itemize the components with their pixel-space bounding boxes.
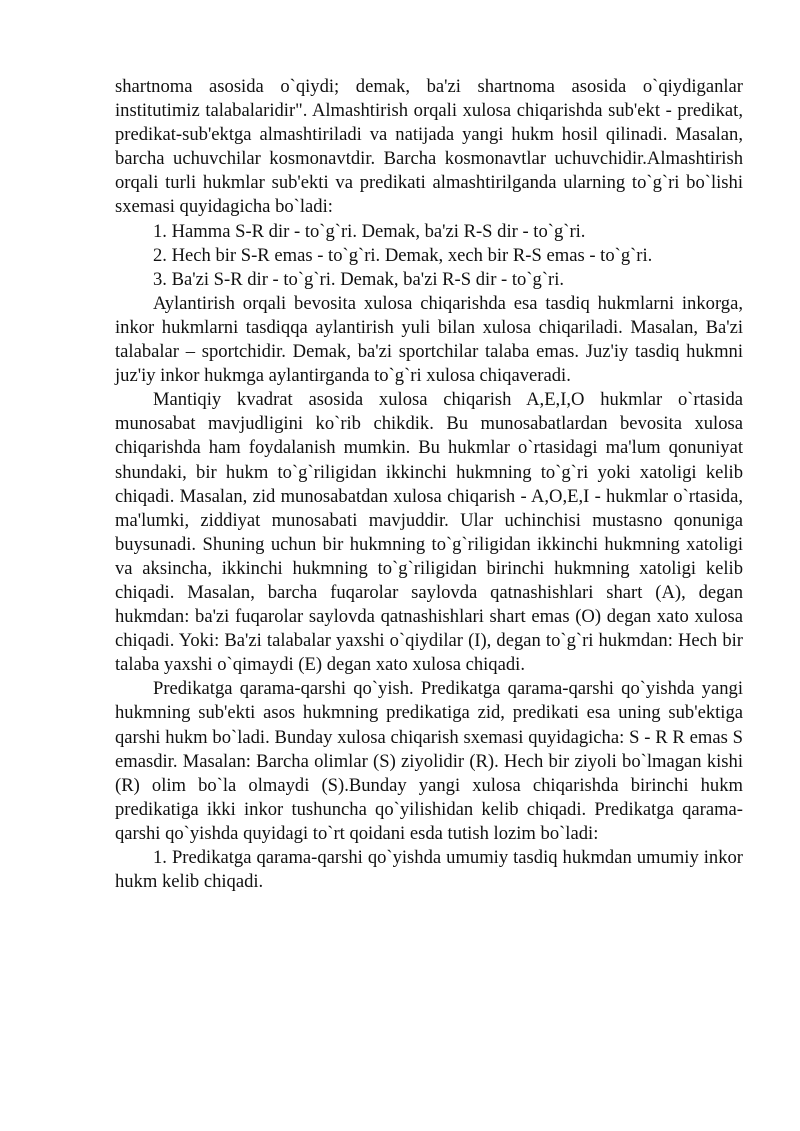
list-item-1: 1. Hamma S-R dir - to`g`ri. Demak, ba'zi R-S dir - to`g`ri. <box>153 220 586 242</box>
list-item-2: 2. Hech bir S-R emas - to`g`ri. Demak, xech bir R-S emas - to`g`ri. <box>153 244 653 266</box>
paragraph-aylantirish: Aylantirish orqali bevosita xulosa chiqarishda esa tasdiq hukmlarni inkorga, inkor hukmlarni tasdiqqa aylantirish yuli bilan xulosa chiqariladi. Masalan, Ba'zi talabalar – sportchidir. Demak, ba'zi sportchilar talaba emas. Juz'iy tasdiq hukmni juz'iy inkor hukmga aylantirganda to`g`ri xulosa chiqaveradi. <box>115 292 743 387</box>
paragraph-continuation: shartnoma asosida o`qiydi; demak, ba'zi shartnoma asosida o`qiydiganlar institutimiz talabalaridir". Almashtirish orqali xulosa chiqarishda sub'ekt - predikat, predikat-sub'ektga almashtiriladi va natijada yangi hukm hosil qilinadi. Masalan, barcha uchuvchilar kosmonavtdir. Barcha kosmonavtlar uchuvchidir.Almashtirish orqali turli hukmlar sub'ekti va predikati almashtirilganda ularning to`g`ri bo`lishi sxemasi quyidagicha bo`ladi: <box>115 76 743 218</box>
paragraph-rule-1: 1. Predikatga qarama-qarshi qo`yishda umumiy tasdiq hukmdan umumiy inkor hukm kelib chiqadi. <box>115 847 743 893</box>
paragraph-mantiqiy-kvadrat: Mantiqiy kvadrat asosida xulosa chiqarish A,E,I,O hukmlar o`rtasida munosabat mavjudligini ko`rib chikdik. Bu munosabatlardan bevosita xulosa chiqarishda ham foydalanish mumkin. Bu hukmlar o`rtasidagi ma'lum qonuniyat shundaki, bir hukm to`g`riligidan ikkinchi hukmning to`g`ri yoki xatoligi kelib chiqadi. Masalan, zid munosabatdan xulosa chiqarish - A,O,E,I - hukmlar o`rtasida, ma'lumki, ziddiyat munosabati mavjuddir. Ular uchinchisi mustasno qonuniga buysunadi. Shuning uchun bir hukmning to`g`riligidan ikkinchi hukmning xatoligi va aksincha, ikkinchi hukmning to`g`riligidan birinchi hukmning xatoligi kelib chiqadi. Masalan, barcha fuqarolar saylovda qatnashishlari shart (A), degan hukmdan: ba'zi fuqarolar saylovda qatnashishlari shart emas (O) degan xato xulosa chiqadi. Yoki: Ba'zi talabalar yaxshi o`qiydilar (I), degan to`g`ri hukmdan: Hech bir talaba yaxshi o`qimaydi (E) degan xato xulosa chiqadi. <box>115 389 743 676</box>
document-page <box>115 75 743 894</box>
paragraph-predikatga-qarama-qarshi: Predikatga qarama-qarshi qo`yish. Predikatga qarama-qarshi qo`yishda yangi hukmning sub'ekti asos hukmning predikatiga zid, predikati esa uning sub'ektiga qarshi hukm bo`ladi. Bunday xulosa chiqarish sxemasi quyidagicha: S - R R emas S emasdir. Masalan: Barcha olimlar (S) ziyolidir (R). Hech bir ziyoli bo`lmagan kishi (R) olim bo`la olmaydi (S).Bunday yangi xulosa chiqarishda birinchi hukm predikatiga ikki inkor tushuncha qo`yilishidan kelib chiqadi. Predikatga qarama-qarshi qo`yishda quyidagi to`rt qoidani esda tutish lozim bo`ladi: <box>115 678 743 844</box>
list-item-3: 3. Ba'zi S-R dir - to`g`ri. Demak, ba'zi R-S dir - to`g`ri. <box>153 268 565 290</box>
